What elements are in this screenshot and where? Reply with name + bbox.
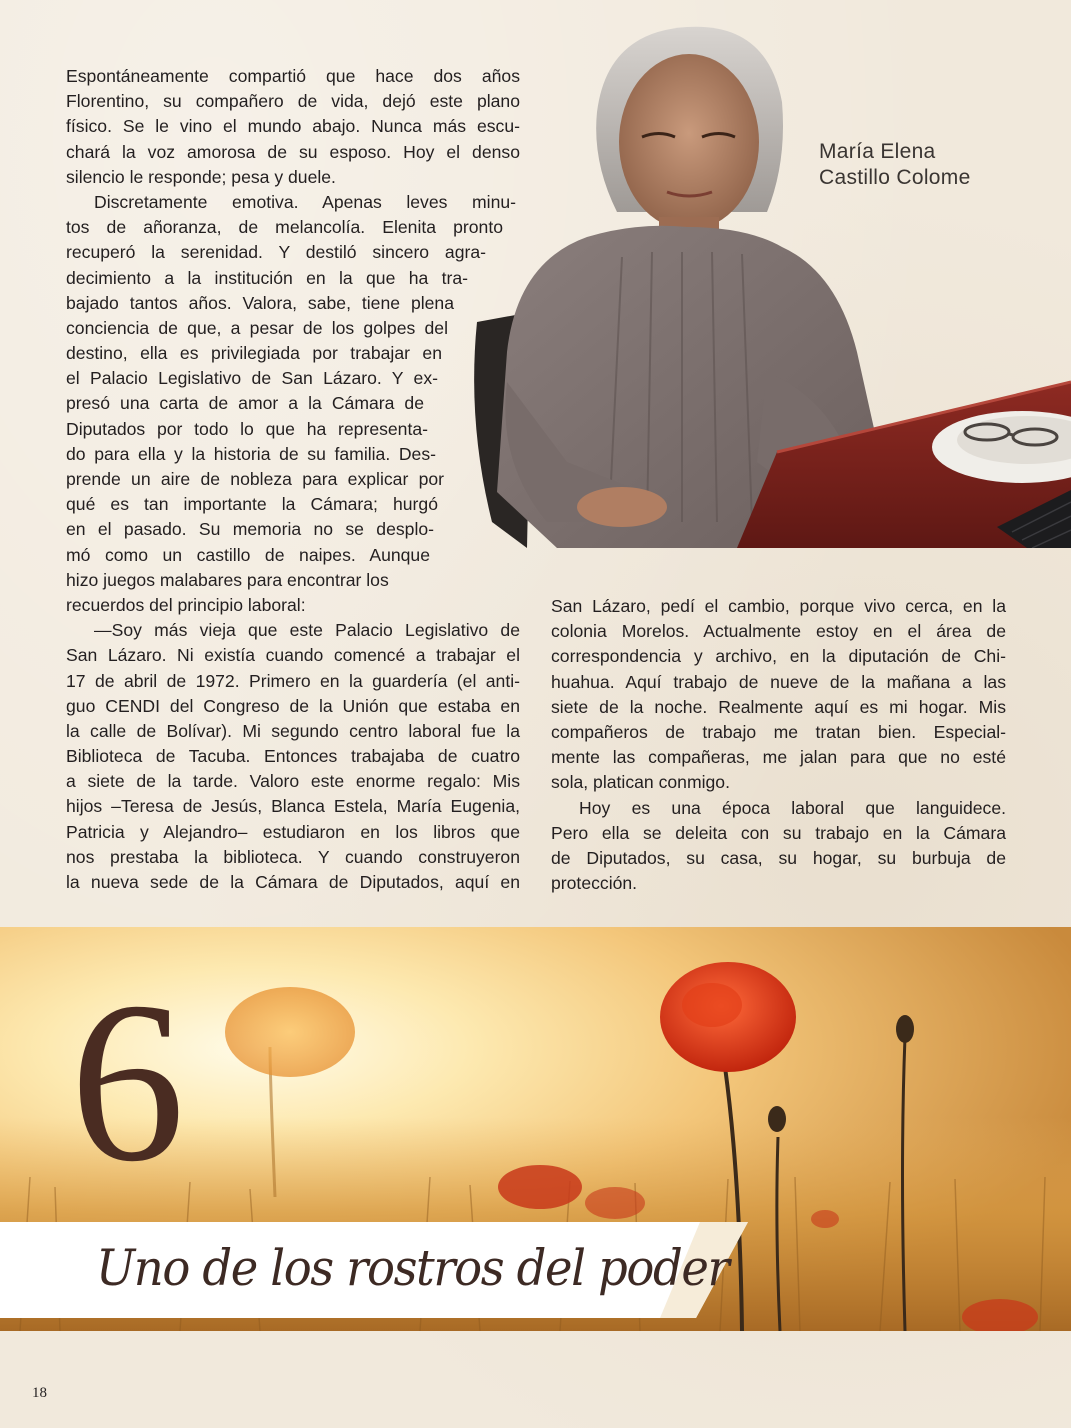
text-line: tos de añoranza, de melancolía. Elenita pronto xyxy=(66,217,503,238)
text-line: qué es tan importante la Cámara; hurgó xyxy=(66,494,438,515)
text-line: Espontáneamente compartió que hace dos años xyxy=(66,66,520,86)
text-line: decimiento a la institución en la que ha tra- xyxy=(66,267,468,288)
text-line: huahua. Aquí trabajo de nueve de la mañana a las xyxy=(551,671,1006,692)
text-line: en el pasado. Su memoria no se desplo- xyxy=(66,519,434,540)
text-line: a siete de la tarde. Valoro este enorme regalo: Mis xyxy=(66,771,520,792)
text-line: Hoy es una época laboral que languidece. xyxy=(579,797,1006,818)
text-line: protección. xyxy=(551,873,638,894)
article-column-left xyxy=(66,64,520,895)
text-line: San Lázaro. Ni existía cuando comencé a trabajar el xyxy=(66,645,520,666)
text-line: Biblioteca de Tacuba. Entonces trabajaba de cuatro xyxy=(66,746,520,767)
text-line: bajado tantos años. Valora, sabe, tiene plena xyxy=(66,292,454,313)
text-line: San Lázaro, pedí el cambio, porque vivo cerca, en la xyxy=(551,596,1006,616)
text-line: guo CENDI del Congreso de la Unión que estaba en xyxy=(66,695,520,716)
text-line: do para ella y la historia de su familia. Des- xyxy=(66,443,436,464)
text-line: prende un aire de nobleza para explicar por xyxy=(66,469,444,489)
text-line: 17 de abril de 1972. Primero en la guardería (el anti- xyxy=(66,670,520,691)
text-line: el Palacio Legislativo de San Lázaro. Y ex- xyxy=(66,368,438,389)
text-line: de Diputados, su casa, su hogar, su burbuja de xyxy=(551,847,1006,868)
page-number: 18 xyxy=(32,1385,47,1401)
text-line: colonia Morelos. Actualmente estoy en el área de xyxy=(551,621,1006,642)
text-line: mente las compañeras, me jalan para que no esté xyxy=(551,747,1006,768)
text-line: recuperó la serenidad. Y destiló sincero agra- xyxy=(66,242,486,263)
text-line: mó como un castillo de naipes. Aunque xyxy=(66,544,430,565)
section-title: Uno de los rostros del poder xyxy=(96,1239,729,1297)
text-line: Pero ella se deleita con su trabajo en la Cámara xyxy=(551,822,1006,843)
text-line: —Soy más vieja que este Palacio Legislativo de xyxy=(94,620,520,641)
text-line: correspondencia y archivo, en la diputación de Chi- xyxy=(551,646,1006,667)
text-line: hijos –Teresa de Jesús, Blanca Estela, María Eugenia, xyxy=(66,796,520,817)
article-column-right xyxy=(551,594,1006,896)
text-line: la calle de Bolívar). Mi segundo centro laboral fue la xyxy=(66,720,520,741)
text-line: siete de la noche. Realmente aquí es mi hogar. Mis xyxy=(551,696,1006,717)
text-line: Discretamente emotiva. Apenas leves minu- xyxy=(94,191,516,212)
text-line: destino, ella es privilegiada por trabajar en xyxy=(66,343,442,364)
text-line: Patricia y Alejandro– estudiaron en los libros que xyxy=(66,821,520,842)
text-line: sola, platican conmigo. xyxy=(551,772,730,793)
text-line: la nueva sede de la Cámara de Diputados, aquí en xyxy=(66,872,520,892)
caption-line-1: María Elena xyxy=(819,140,936,163)
text-line: presó una carta de amor a la Cámara de xyxy=(66,393,424,414)
section-number: 6 xyxy=(70,954,185,1209)
text-line: silencio le responde; pesa y duele. xyxy=(66,166,336,187)
text-line: Florentino, su compañero de vida, dejó este plano xyxy=(66,91,520,112)
text-line: Diputados por todo lo que ha representa- xyxy=(66,418,428,439)
text-line: chará la voz amorosa de su esposo. Hoy el denso xyxy=(66,141,520,162)
portrait-photo xyxy=(437,22,1071,548)
text-line: conciencia de que, a pesar de los golpes del xyxy=(66,317,448,338)
text-line: nos prestaba la biblioteca. Y cuando construyeron xyxy=(66,846,520,867)
text-line: físico. Se le vino el mundo abajo. Nunca más escu- xyxy=(66,116,520,137)
text-line: recuerdos del principio laboral: xyxy=(66,594,306,615)
text-line: hizo juegos malabares para encontrar los xyxy=(66,569,389,590)
text-line: compañeros de trabajo me tratan bien. Especial- xyxy=(551,721,1006,742)
caption-line-2: Castillo Colome xyxy=(819,166,971,189)
photo-caption xyxy=(819,139,971,191)
